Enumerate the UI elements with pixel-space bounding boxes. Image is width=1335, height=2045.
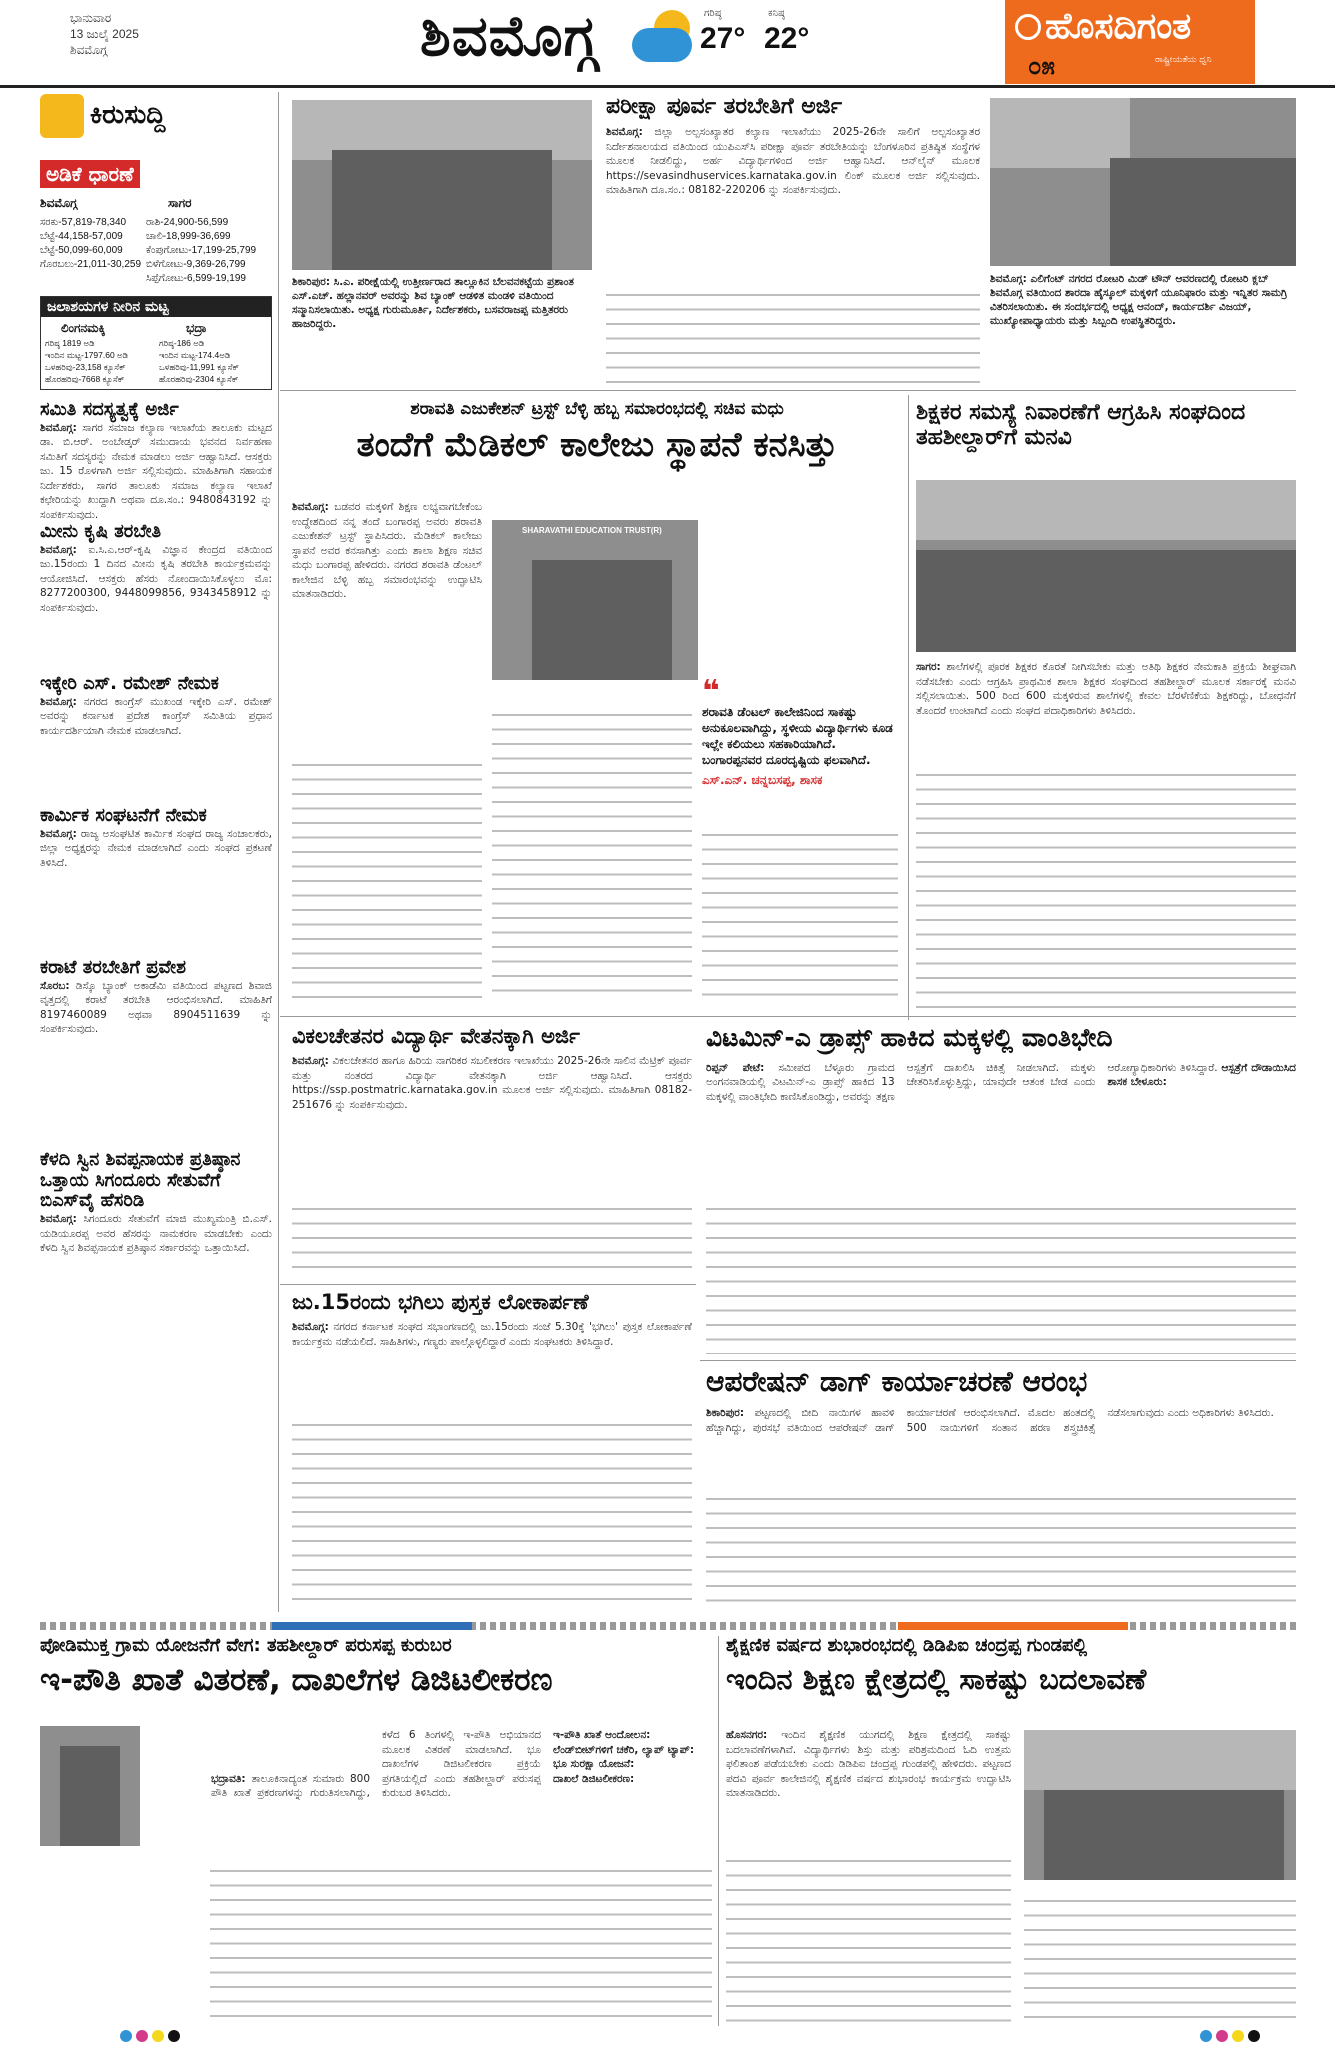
brief-body — [40, 1212, 272, 1256]
story-continuation — [1024, 1896, 1296, 2026]
brief — [40, 1150, 272, 1570]
adike-row: ಬಿಳೆಗೋಟು-9,369-26,799 — [146, 259, 246, 270]
page-number: ೦೫ — [1028, 52, 1055, 80]
temp-max: 27° — [700, 22, 746, 55]
adike-row: ಚಾಲಿ-18,999-36,699 — [146, 231, 231, 242]
story-dateline: ಭದ್ರಾವತಿ: — [211, 1772, 246, 1785]
city-title: ಶಿವಮೊಗ್ಗ — [420, 4, 599, 69]
story-body — [606, 125, 980, 198]
adike-title: ಅಡಿಕೆ ಧಾರಣೆ — [40, 160, 140, 188]
registration-mark — [120, 2030, 132, 2042]
dam-right-list — [159, 337, 239, 385]
dam-row: ಹೊರಹರಿವು-7668 ಕ್ಯೂಸೆಕ್ — [45, 374, 125, 384]
story-headline: ವಿಟಮಿನ್-ಎ ಡ್ರಾಪ್ಸ್ ಹಾಕಿದ ಮಕ್ಕಳಲ್ಲಿ ವಾಂತಿಭೇದಿ — [706, 1023, 1113, 1052]
photo-rotary-caption: ಶಿವಮೊಗ್ಗ: ಎಲಿಗೆಂಟ್ ನಗರದ ರೋಟರಿ ಮಿಡ್ ಟೌನ್ ಆವರಣದಲ್ಲಿ ರೋಟರಿ ಕ್ಲಬ್ ಶಿವಮೊಗ್ಗ ವತಿಯಿಂದ ಶಾರದಾ ಹೈಸ್ಕೂಲ್ ಮಕ್ಕಳಿಗೆ ಯೂನಿಫಾರಂ ಮತ್ತು ಇನ್ನಿತರ ಸಾಮಗ್ರಿ ವಿತರಿಸಲಾಯಿತು. ಈ ಸಂದರ್ಭದಲ್ಲಿ ಅಧ್ಯಕ್ಷ ಆನಂದ್, ಕಾರ್ಯದರ್ಶಿ ವಿಜಯ್, ಮುಖ್ಯೋಪಾಧ್ಯಾಯರು ಮತ್ತು ಸಿಬ್ಬಂದಿ ಉಪಸ್ಥಿತರಿದ್ದರು. — [990, 273, 1288, 327]
story-headline: ವಿಕಲಚೇತನರ ವಿದ್ಯಾರ್ಥಿ ವೇತನಕ್ಕಾಗಿ ಅರ್ಜಿ — [292, 1024, 580, 1048]
adike-right-place: ಸಾಗರ — [168, 196, 192, 210]
story-subhead: ಭೂ ಸುರಕ್ಷಾ ಯೋಜನೆ: — [553, 1758, 635, 1770]
story-dateline: ಹೊಸನಗರ: — [726, 1729, 768, 1741]
story-education-change — [726, 1636, 1296, 2026]
column-rule — [718, 1636, 719, 2026]
brief-dateline: ಶಿವಮೊಗ್ಗ: — [40, 543, 77, 556]
dateline-block — [70, 10, 139, 58]
story-subhead: ದಾಖಲೆ ಡಿಜಿಟಲೀಕರಣ: — [553, 1772, 635, 1785]
story-continuation — [706, 1494, 1296, 1614]
brief-headline: ಕಾರ್ಮಿಕ ಸಂಘಟನೆಗೆ ನೇಮಕ — [40, 805, 207, 826]
registration-mark — [1200, 2030, 1212, 2042]
masthead — [0, 0, 1335, 88]
accent-bar — [898, 1622, 1128, 1630]
story-teachers-memo — [916, 400, 1296, 1010]
section-rule — [700, 1360, 1296, 1361]
adike-row: ರಾಶಿ-24,900-56,599 — [146, 217, 229, 228]
story-body — [292, 1320, 692, 1349]
story-dateline: ಶಿವಮೊಗ್ಗ: — [292, 1321, 329, 1334]
adike-row: ಸರಕು-57,819-78,340 — [40, 217, 127, 228]
section-rule — [280, 390, 1296, 391]
story-continuation — [702, 830, 898, 1000]
story-headline: ಪರೀಕ್ಷಾ ಪೂರ್ವ ತರಬೇತಿಗೆ ಅರ್ಜಿ — [606, 94, 842, 119]
brief-body — [40, 827, 272, 871]
photo-teachers — [916, 480, 1296, 652]
story-text: ವಿಕಲಚೇತನರ ಹಾಗೂ ಹಿರಿಯ ನಾಗರಿಕರ ಸಬಲೀಕರಣ ಇಲಾಖೆಯು 2025-26ನೇ ಸಾಲಿನ ಮೆಟ್ರಿಕ್ ಪೂರ್ವ ಮತ್ತು ನಂತರದ ವಿದ್ಯಾರ್ಥಿ ವೇತನಕ್ಕಾಗಿ ಅರ್ಜಿ ಆಹ್ವಾನಿಸಿದೆ. ಆಸಕ್ತರು https://ssp.postmatric.karnataka.gov.in ಮೂಲಕ ಅರ್ಜಿ ಸಲ್ಲಿಸುವುದು. ಮಾಹಿತಿಗಾಗಿ 08182-251676 ನ್ನು ಸಂಪರ್ಕಿಸುವುದು. — [292, 1055, 692, 1111]
story-kicker: ಶೈಕ್ಷಣಿಕ ವರ್ಷದ ಶುಭಾರಂಭದಲ್ಲಿ ಡಿಡಿಪಿಐ ಚಂದ್ರಪ್ಪ ಗುಂಡಪಲ್ಲಿ — [726, 1635, 1088, 1656]
section-rule — [280, 1016, 1296, 1017]
brand-emblem-icon — [1015, 14, 1041, 40]
brief-text: ಸಾಗರ ಸಮಾಜ ಕಲ್ಯಾಣ ಇಲಾಖೆಯ ತಾಲೂಕು ಮಟ್ಟದ ಡಾ. ಬಿ.ಆರ್. ಅಂಬೇಡ್ಕರ್ ಸಮುದಾಯ ಭವನದ ನಿರ್ವಹಣಾ ಸಮಿತಿಗೆ ಸದಸ್ಯರನ್ನು ನೇಮಕ ಮಾಡಲು ಅರ್ಜಿ ಆಹ್ವಾನಿಸಿದೆ. ಆಸಕ್ತರು ಜು. 15 ರೊಳಗಾಗಿ ಅರ್ಜಿ ಸಲ್ಲಿಸುವುದು. ಮಾಹಿತಿಗಾಗಿ ಸಹಾಯಕ ನಿರ್ದೇಶಕರು, ಸಾಗರ ತಾಲೂಕು ಸಮಾಜ ಕಲ್ಯಾಣ ಇಲಾಖೆ ಕಛೇರಿಯನ್ನು ಖುದ್ದಾಗಿ ಅಥವಾ ದೂ.ಸಂ.: 9480843192 ನ್ನು ಸಂಪರ್ಕಿಸುವುದು. — [40, 421, 273, 521]
brief-body — [40, 695, 272, 739]
story-continuation — [916, 770, 1296, 1010]
day: ಭಾನುವಾರ — [70, 11, 112, 25]
story-text: ತಾಲೂಕಿನಾದ್ಯಂತ ಸುಮಾರು 800 ಪೌತಿ ಖಾತೆ ಪ್ರಕರಣಗಳನ್ನು ಗುರುತಿಸಲಾಗಿದ್ದು, ಕಳೆದ 6 ತಿಂಗಳಲ್ಲಿ ಇ-ಪೌತಿ ಅಭಿಯಾನದ ಮೂಲಕ ವಿತರಣೆ ಮಾಡಲಾಗಿದೆ. ಭೂ ದಾಖಲೆಗಳ ಡಿಜಿಟಲೀಕರಣ ಪ್ರಕ್ರಿಯೆ ಪ್ರಗತಿಯಲ್ಲಿದೆ ಎಂದು ತಹಶೀಲ್ದಾರ್ ಪರುಸಪ್ಪ ಕುರುಬರ ತಿಳಿಸಿದರು. — [211, 1729, 541, 1799]
brief — [40, 806, 272, 946]
story-kicker: ಪೋಡಿಮುಕ್ತ ಗ್ರಾಮ ಯೋಜನೆಗೆ ವೇಗ: ತಹಶೀಲ್ದಾರ್ ಪರುಸಪ್ಪ ಕುರುಬರ — [40, 1635, 452, 1656]
story-dateline: ಶಿಕಾರಿಪುರ: — [706, 1407, 745, 1420]
dam-right: ಭದ್ರಾ — [186, 321, 207, 335]
adike-right-list — [146, 216, 272, 286]
dam-row: ಹೊರಹರಿವು-2304 ಕ್ಯೂಸೆಕ್ — [159, 374, 239, 384]
photo-rotary — [990, 98, 1296, 266]
story-headline: ಇ-ಪೌತಿ ಖಾತೆ ವಿತರಣೆ, ದಾಖಲೆಗಳ ಡಿಜಿಟಲೀಕರಣ — [40, 1661, 553, 1698]
story-scholarship — [292, 1024, 692, 1274]
story-continuation — [210, 1866, 712, 2026]
temp-min-label: ಕನಿಷ್ಠ — [768, 8, 785, 19]
quote-mark-icon: ❝ — [702, 674, 720, 709]
story-text: ಶಾಲೆಗಳಲ್ಲಿ ಪೂರಕ ಶಿಕ್ಷಕರ ಕೊರತೆ ನೀಗಿಸಬೇಕು ಮತ್ತು ಅತಿಥಿ ಶಿಕ್ಷಕರ ನೇಮಕಾತಿ ಪ್ರಕ್ರಿಯೆ ಶೀಘ್ರವಾಗಿ ನಡೆಸಬೇಕು ಎಂದು ಆಗ್ರಹಿಸಿ ಪ್ರಾಥಮಿಕ ಶಾಲಾ ಶಿಕ್ಷಕರ ಸಂಘದಿಂದ ತಹಶೀಲ್ದಾರ್ ಮೂಲಕ ಸರ್ಕಾರಕ್ಕೆ ಮನವಿ ಸಲ್ಲಿಸಲಾಯಿತು. 500 ರಿಂದ 600 ಮಕ್ಕಳಿರುವ ಶಾಲೆಗಳಲ್ಲಿ ಕೇವಲ ಬೆರಳೆಣಿಕೆಯ ಶಿಕ್ಷಕರಿದ್ದು, ಬೋಧನೆಗೆ ತೊಂದರೆ ಉಂಟಾಗಿದೆ ಎಂದು ಸಂಘದ ಪದಾಧಿಕಾರಿಗಳು ತಿಳಿಸಿದರು. — [916, 661, 1296, 717]
story-subhead: ಲೆಂಡ್‌ಬೀಟ್‌ಗಳಿಗೆ ಚಕೆರಿ, ಲ್ಯಾಪ್ ಟ್ಯಾಪ್: — [553, 1743, 695, 1756]
dam-row: ಒಳಹರಿವು-23,158 ಕ್ಯೂಸೆಕ್ — [45, 362, 126, 372]
brief — [40, 399, 273, 521]
section-rule — [280, 1284, 696, 1285]
story-book-release — [292, 1290, 692, 1610]
story-text: ಪಟ್ಟಣದಲ್ಲಿ ಬೀದಿ ನಾಯಿಗಳ ಹಾವಳಿ ಹೆಚ್ಚಾಗಿದ್ದು, ಪುರಸಭೆ ವತಿಯಿಂದ ಆಪರೇಷನ್ ಡಾಗ್ ಕಾರ್ಯಾಚರಣೆ ಆರಂಭಿಸಲಾಗಿದೆ. ಮೊದಲ ಹಂತದಲ್ಲಿ 500 ನಾಯಿಗಳಿಗೆ ಸಂತಾನ ಹರಣ ಶಸ್ತ್ರಚಿಕಿತ್ಸೆ ನಡೆಸಲಾಗುವುದು ಎಂದು ಅಧಿಕಾರಿಗಳು ತಿಳಿಸಿದರು. — [706, 1407, 1274, 1434]
photo-education-event — [1024, 1730, 1296, 1880]
brief-dateline: ಸೊರಬ: — [40, 979, 70, 992]
column-rule — [278, 92, 279, 1612]
brief-text: ರಾಜ್ಯ ಅಸಂಘಟಿತ ಕಾರ್ಮಿಕ ಸಂಘದ ರಾಜ್ಯ ಸಂಚಾಲಕರು, ಜಿಲ್ಲಾ ಅಧ್ಯಕ್ಷರನ್ನು ನೇಮಕ ಮಾಡಲಾಗಿದೆ ಎಂದು ಸಂಘದ ಪ್ರಕಟಣೆ ತಿಳಿಸಿದೆ. — [40, 827, 272, 869]
story-dateline: ಶಿವಮೊಗ್ಗ: — [292, 1055, 329, 1068]
photo-felicitation-caption: ಶಿಕಾರಿಪುರ: ಸಿ.ಎ. ಪರೀಕ್ಷೆಯಲ್ಲಿ ಉತ್ತೀರ್ಣರಾದ ತಾಲ್ಲೂಕಿನ ಬೆಲವನಕಟ್ಟೆಯ ಪ್ರಶಾಂತ ಎಸ್.ಎಚ್. ಹಲ್ಲಾನವರ್ ಅವರನ್ನು ಶಿವ ಬ್ಯಾಂಕ್ ಆಡಳಿತ ಮಂಡಳಿ ವತಿಯಿಂದ ಸನ್ಮಾನಿಸಲಾಯಿತು. ಅಧ್ಯಕ್ಷ ಗುರುಮೂರ್ತಿ, ನಿರ್ದೇಶಕರು, ಬಸವರಾಜಪ್ಪ ಮತ್ತಿತರರು ಹಾಜರಿದ್ದರು. — [292, 276, 574, 330]
story-headline: ಇಂದಿನ ಶಿಕ್ಷಣ ಕ್ಷೇತ್ರದಲ್ಲಿ ಸಾಕಷ್ಟು ಬದಲಾವಣೆ — [726, 1661, 1147, 1696]
dam-row: ಇಂದಿನ ಮಟ್ಟ-174.4ಅಡಿ — [159, 350, 231, 360]
brief-headline: ಸಮಿತಿ ಸದಸ್ಯತ್ವಕ್ಕೆ ಅರ್ಜಿ — [40, 399, 179, 420]
date: 13 ಜುಲೈ 2025 — [70, 27, 139, 41]
brief-body — [40, 979, 272, 1037]
story-dateline: ಶಿವಮೊಗ್ಗ: — [606, 126, 643, 139]
registration-mark — [152, 2030, 164, 2042]
banner-text: SHARAVATHI EDUCATION TRUST(R) — [522, 526, 662, 535]
story-continuation — [726, 1856, 1011, 2026]
hand-icon — [40, 94, 84, 138]
registration-mark — [168, 2030, 180, 2042]
weather-icon — [632, 8, 704, 68]
adike-row: ಸಿಪ್ಪೆಗೋಟು-6,599-19,199 — [146, 273, 246, 284]
photo-lamp-lighting — [492, 520, 698, 680]
story-text: ಜಿಲ್ಲಾ ಅಲ್ಪಸಂಖ್ಯಾತರ ಕಲ್ಯಾಣ ಇಲಾಖೆಯು 2025-26ನೇ ಸಾಲಿಗೆ ಅಲ್ಪಸಂಖ್ಯಾತರ ನಿರ್ದೇಶನಾಲಯದ ವತಿಯಿಂದ ಯುಪಿಎಸ್‌ಸಿ ಪರೀಕ್ಷಾ ಪೂರ್ವ ತರಬೇತಿಯನ್ನು ಬೆಂಗಳೂರಿನ ಪ್ರತಿಷ್ಠಿತ ಸಂಸ್ಥೆಗಳ ಮೂಲಕ ನೀಡಲಿದ್ದು, ಅರ್ಹ ವಿದ್ಯಾರ್ಥಿಗಳಿಂದ ಅರ್ಜಿ ಆಹ್ವಾನಿಸಿದೆ. ಆನ್‌ಲೈನ್ ಮೂಲಕ https://sevasindhuservices.karnataka.gov.in ಲಿಂಕ್ ಮೂಲಕ ಅರ್ಜಿ ಸಲ್ಲಿಸುವುದು. ಮಾಹಿತಿಗಾಗಿ ದೂ.ಸಂ.: 08182-220206 ನ್ನು ಸಂಪರ್ಕಿಸುವುದು. — [606, 126, 980, 197]
dam-row: ಇಂದಿನ ಮಟ್ಟ-1797.60 ಅಡಿ — [45, 350, 128, 360]
story-text: ನಗರದ ಕರ್ನಾಟಕ ಸಂಘದ ಸಭಾಂಗಣದಲ್ಲಿ ಜು.15ರಂದು ಸಂಜೆ 5.30ಕ್ಕೆ 'ಭಗಿಲು' ಪುಸ್ತಕ ಲೋಕಾರ್ಪಣೆ ಕಾರ್ಯಕ್ರಮ ನಡೆಯಲಿದೆ. ಸಾಹಿತಿಗಳು, ಗಣ್ಯರು ಪಾಲ್ಗೊಳ್ಳಲಿದ್ದಾರೆ ಎಂದು ಸಂಘಟಕರು ತಿಳಿಸಿದ್ದಾರೆ. — [292, 1321, 692, 1348]
brief-headline: ಕೆಳದಿ ಸ್ವಿನ ಶಿವಪ್ಪನಾಯಕ ಪ್ರತಿಷ್ಠಾನ ಒತ್ತಾಯ ಸಿಗಂದೂರು ಸೇತುವೆಗೆ ಬಿಎಸ್‌ವೈ ಹೆಸರಿಡಿ — [40, 1149, 241, 1212]
dam-row: ಗರಿಷ್ಠ-186 ಅಡಿ — [159, 338, 205, 348]
story-text: ಇಂದಿನ ಶೈಕ್ಷಣಿಕ ಯುಗದಲ್ಲಿ ಶಿಕ್ಷಣ ಕ್ಷೇತ್ರದಲ್ಲಿ ಸಾಕಷ್ಟು ಬದಲಾವಣೆಗಳಾಗಿವೆ. ವಿದ್ಯಾರ್ಥಿಗಳು ಶಿಸ್ತು ಮತ್ತು ಪರಿಶ್ರಮದಿಂದ ಓದಿ ಉತ್ತಮ ಫಲಿತಾಂಶ ಪಡೆಯಬೇಕು ಎಂದು ಡಿಡಿಪಿಐ ಚಂದ್ರಪ್ಪ ಗುಂಡಪಲ್ಲಿ ಹೇಳಿದರು. ಪಟ್ಟಣದ ಪದವಿ ಪೂರ್ವ ಕಾಲೇಜಿನಲ್ಲಿ ಶೈಕ್ಷಣಿಕ ವರ್ಷದ ಶುಭಾರಂಭ ಕಾರ್ಯಕ್ರಮ ಉದ್ಘಾಟಿಸಿ ಮಾತನಾಡಿದರು. — [726, 1729, 1012, 1799]
registration-mark — [136, 2030, 148, 2042]
dam-row: ಒಳಹರಿವು-11,991 ಕ್ಯೂಸೆಕ್ — [159, 362, 240, 372]
kirusuddi-title: ಕಿರುಸುದ್ದಿ — [90, 100, 166, 130]
story-exam-training — [606, 94, 980, 386]
column-rule — [908, 395, 909, 1020]
temp-max-label: ಗರಿಷ್ಠ — [704, 8, 722, 19]
dam-box — [40, 296, 272, 390]
registration-mark — [1216, 2030, 1228, 2042]
brief-body — [40, 421, 272, 523]
story-e-pouthi — [40, 1636, 712, 2026]
brief-dateline: ಶಿವಮೊಗ್ಗ: — [40, 695, 77, 708]
brief-dateline: ಶಿವಮೊಗ್ಗ: — [40, 1213, 77, 1226]
story-kicker: ಶರಾವತಿ ಎಜುಕೇಶನ್ ಟ್ರಸ್ಟ್ ಬೆಳ್ಳಿ ಹಬ್ಬ ಸಮಾರಂಭದಲ್ಲಿ ಸಚಿವ ಮಧು — [410, 399, 784, 419]
brief-dateline: ಶಿವಮೊಗ್ಗ: — [40, 421, 77, 434]
dam-row: ಗರಿಷ್ಠ 1819 ಅಡಿ — [45, 338, 95, 348]
registration-mark — [1248, 2030, 1260, 2042]
brief-headline: ಇಕ್ಕೇರಿ ಎಸ್. ರಮೇಶ್ ನೇಮಕ — [40, 673, 219, 694]
story-subhead: ಆಸ್ಪತ್ರೆಗೆ ದೌಡಾಯಿಸಿದ ಶಾಸಕ ಬೇಳೂರು: — [1107, 1061, 1296, 1089]
cloud-icon — [632, 28, 692, 62]
story-pull-quote — [702, 674, 898, 788]
story-continuation — [706, 1204, 1296, 1354]
adike-row: ಬೆಟ್ಟೆ-50,099-60,009 — [40, 245, 123, 256]
accent-bar — [272, 1622, 472, 1630]
brief-dateline: ಶಿವಮೊಗ್ಗ: — [40, 827, 77, 840]
brief-text: ಸಿಗಂದೂರು ಸೇತುವೆಗೆ ಮಾಜಿ ಮುಖ್ಯಮಂತ್ರಿ ಬಿ.ಎಸ್. ಯಡಿಯೂರಪ್ಪ ಅವರ ಹೆಸರನ್ನು ನಾಮಕರಣ ಮಾಡಬೇಕು ಎಂದು ಕೆಳದಿ ಸ್ವಿನ ಶಿವಪ್ಪನಾಯಕ ಪ್ರತಿಷ್ಠಾನ ಸರ್ಕಾರವನ್ನು ಒತ್ತಾಯಿಸಿದೆ. — [40, 1213, 273, 1255]
story-headline: ಜು.15ರಂದು ಭಗಿಲು ಪುಸ್ತಕ ಲೋಕಾರ್ಪಣೆ — [292, 1290, 589, 1314]
adike-left-place: ಶಿವಮೊಗ್ಗ — [40, 196, 78, 210]
brand-tagline: ರಾಷ್ಟ್ರೀಯತೆಯ ಧ್ವನಿ — [1155, 54, 1212, 64]
place: ಶಿವಮೊಗ್ಗ — [70, 43, 108, 57]
story-dateline: ರಿಪ್ಪನ್ ಪೇಟೆ: — [706, 1061, 765, 1074]
story-continuation — [292, 1420, 692, 1610]
story-headline: ಶಿಕ್ಷಕರ ಸಮಸ್ಯೆ ನಿವಾರಣೆಗೆ ಆಗ್ರಹಿಸಿ ಸಂಘದಿಂದ ತಹಶೀಲ್ದಾರ್‌ಗೆ ಮನವಿ — [916, 400, 1246, 451]
adike-row: ಬೆಟ್ಟೆ-44,158-57,009 — [40, 231, 123, 242]
brief-text: ನಗರದ ಕಾಂಗ್ರೆಸ್ ಮುಖಂಡ ಇಕ್ಕೇರಿ ಎಸ್. ರಮೇಶ್ ಅವರನ್ನು ಕರ್ನಾಟಕ ಪ್ರದೇಶ ಕಾಂಗ್ರೆಸ್ ಸಮಿತಿಯ ಪ್ರಧಾನ ಕಾರ್ಯದರ್ಶಿಯಾಗಿ ನೇಮಕ ಮಾಡಲಾಗಿದೆ. — [40, 695, 273, 737]
temperature-block — [700, 6, 830, 66]
brief — [40, 522, 272, 662]
photo-felicitation — [292, 100, 592, 270]
story-dateline: ಶಿವಮೊಗ್ಗ: — [292, 501, 329, 513]
brief — [40, 674, 272, 794]
brief — [40, 958, 272, 1138]
dam-title: ಜಲಾಶಯಗಳ ನೀರಿನ ಮಟ್ಟ — [41, 297, 271, 317]
registration-mark — [1232, 2030, 1244, 2042]
story-text: ಸಮೀಪದ ಬೆಳ್ಳೂರು ಗ್ರಾಮದ ಅಂಗನವಾಡಿಯಲ್ಲಿ ವಿಟಮಿನ್-ಎ ಡ್ರಾಪ್ಸ್ ಹಾಕಿದ 13 ಮಕ್ಕಳಲ್ಲಿ ವಾಂತಿಭೇದಿ ಕಾಣಿಸಿಕೊಂಡಿದ್ದು, ಅವರನ್ನು ತಕ್ಷಣ ಆಸ್ಪತ್ರೆಗೆ ದಾಖಲಿಸಿ ಚಿಕಿತ್ಸೆ ನೀಡಲಾಗಿದೆ. ಮಕ್ಕಳು ಚೇತರಿಸಿಕೊಳ್ಳುತ್ತಿದ್ದು, ಯಾವುದೇ ಆತಂಕ ಬೇಡ ಎಂದು ಆರೋಗ್ಯಾಧಿಕಾರಿಗಳು ತಿಳಿಸಿದ್ದಾರೆ. — [706, 1061, 1218, 1103]
brief-headline: ಕರಾಟೆ ತರಬೇತಿಗೆ ಪ್ರವೇಶ — [40, 957, 186, 978]
story-continuation — [606, 290, 980, 386]
story-text: ಬಡವರ ಮಕ್ಕಳಿಗೆ ಶಿಕ್ಷಣ ಲಭ್ಯವಾಗಬೇಕೆಂಬ ಉದ್ದೇಶದಿಂದ ನನ್ನ ತಂದೆ ಬಂಗಾರಪ್ಪ ಅವರು ಶರಾವತಿ ಎಜುಕೇಶನ್ ಟ್ರಸ್ಟ್ ಸ್ಥಾಪಿಸಿದರು. ಮೆಡಿಕಲ್ ಕಾಲೇಜು ಸ್ಥಾಪನೆ ಅವರ ಕನಸಾಗಿತ್ತು ಎಂದು ಶಾಲಾ ಶಿಕ್ಷಣ ಸಚಿವ ಮಧು ಬಂಗಾರಪ್ಪ ಹೇಳಿದರು. ನಗರದ ಶರಾವತಿ ಡೆಂಟಲ್ ಕಾಲೇಜಿನ ಬೆಳ್ಳಿ ಹಬ್ಬ ಸಮಾರಂಭವನ್ನು ಉದ್ಘಾಟಿಸಿ ಮಾತನಾಡಿದರು. — [292, 501, 482, 600]
sidebar-briefs — [40, 92, 272, 392]
adike-left-list — [40, 216, 155, 272]
story-body — [292, 1054, 692, 1112]
story-vitamin-a — [706, 1024, 1296, 1354]
story-dateline: ಸಾಗರ: — [916, 661, 941, 673]
brief-headline: ಮೀನು ಕೃಷಿ ತರಬೇತಿ — [40, 521, 162, 542]
brief-text: ಐ.ಸಿ.ಎ.ಆರ್-ಕೃಷಿ ವಿಜ್ಞಾನ ಕೇಂದ್ರದ ವತಿಯಿಂದ ಜು.15ರಂದು 1 ದಿನದ ಮೀನು ಕೃಷಿ ತರಬೇತಿ ಕಾರ್ಯಕ್ರಮವನ್ನು ಆಯೋಜಿಸಿದೆ. ಆಸಕ್ತರು ಹೆಸರು ನೋಂದಾಯಿಸಿಕೊಳ್ಳಲು ಮೊ: 8277200300, 9448099856, 9343458912 ನ್ನು ಸಂಪರ್ಕಿಸುವುದು. — [40, 543, 273, 614]
brand-name: ಹೊಸದಿಗಂತ — [1045, 6, 1192, 47]
story-operation-dog — [706, 1366, 1296, 1614]
dam-left: ಲಿಂಗನಮಕ್ಕಿ — [61, 321, 106, 335]
quote-text: ಶರಾವತಿ ಡೆಂಟಲ್ ಕಾಲೇಜಿನಿಂದ ಸಾಕಷ್ಟು ಅನುಕೂಲವಾಗಿದ್ದು, ಸ್ಥಳೀಯ ವಿದ್ಯಾರ್ಥಿಗಳು ಕೂಡ ಇಲ್ಲೇ ಕಲಿಯಲು ಸಹಕಾರಿಯಾಗಿದೆ. ಬಂಗಾರಪ್ಪನವರ ದೂರದೃಷ್ಟಿಯ ಫಲವಾಗಿದೆ. — [702, 705, 893, 767]
temp-min: 22° — [764, 22, 810, 55]
brief-body — [40, 543, 272, 616]
brief-text: ಡಿಸ್ಕೊ ಬ್ಯಾಂಕ್ ಅಕಾಡೆಮಿ ವತಿಯಿಂದ ಪಟ್ಟಣದ ಶಿವಾಜಿ ವೃತ್ತದಲ್ಲಿ ಕರಾಟೆ ತರಬೇತಿ ಆರಂಭಿಸಲಾಗಿದೆ. ಮಾಹಿತಿಗೆ 8197460089 ಅಥವಾ 8904511639 ನ್ನು ಸಂಪರ್ಕಿಸುವುದು. — [40, 979, 272, 1036]
dam-left-list — [45, 337, 128, 385]
left-column-briefs — [40, 400, 272, 1612]
story-headline: ಆಪರೇಷನ್ ಡಾಗ್ ಕಾರ್ಯಾಚರಣೆ ಆರಂಭ — [706, 1365, 1088, 1398]
story-medical-college — [292, 400, 902, 1010]
quote-author: ಎಸ್.ಎನ್. ಚನ್ನಬಸಪ್ಪ, ಶಾಸಕ — [702, 773, 823, 787]
story-subhead: ಇ-ಪೌತಿ ಖಾತೆ ಆಂದೋಲನ: — [553, 1729, 651, 1741]
adike-row: ಕೆಂಪುಗೋಟು-17,199-25,799 — [146, 245, 257, 256]
story-headline: ತಂದೆಗೆ ಮೆಡಿಕಲ್ ಕಾಲೇಜು ಸ್ಥಾಪನೆ ಕನಸಿತ್ತು — [356, 424, 838, 465]
story-continuation — [492, 710, 692, 1000]
story-continuation — [292, 760, 482, 1000]
story-continuation — [292, 1204, 692, 1274]
adike-row: ಗೊರಬಲು-21,011-30,259 — [40, 259, 141, 270]
